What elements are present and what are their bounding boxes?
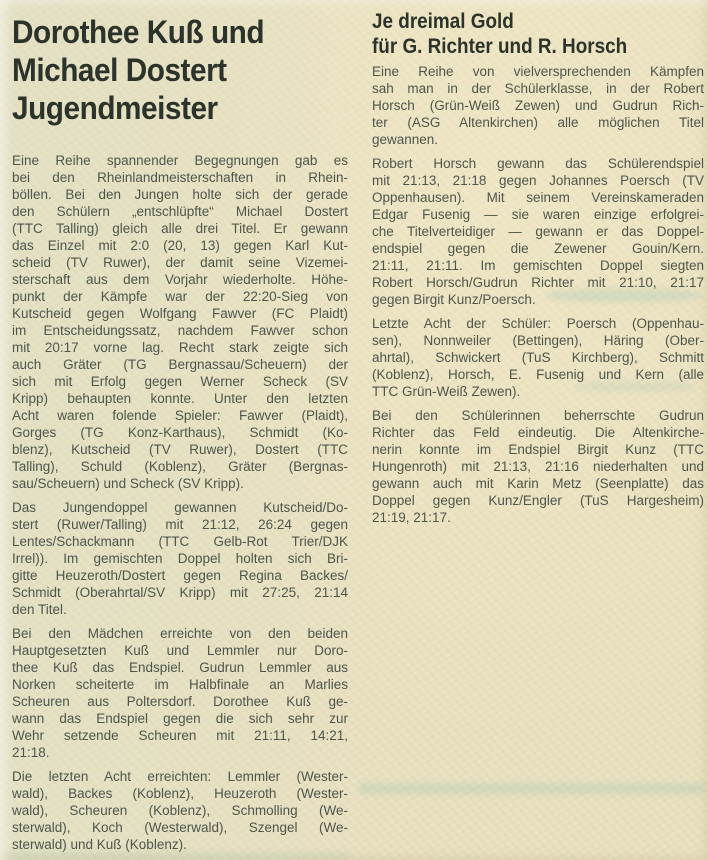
text-line: Scheuren aus Poltersdorf. Dorothee Kuß ge- (12, 694, 348, 709)
paragraph (12, 152, 348, 492)
text-line: che Titelverteidiger — gewann er das Doppel- (372, 224, 704, 239)
text-line: punkt der Kämpfe war der 22:20-Sieg von (12, 289, 348, 304)
text-line: sau/Scheuern) und Scheck (SV Kripp). (12, 476, 244, 491)
headline-line: Jugendmeister (12, 90, 218, 126)
text-line: Robert Horsch/Gudrun Richter mit 21:10, 21:17 (372, 275, 704, 290)
text-line: (Koblenz), Horsch, E. Fusenig und Kern (alle (372, 367, 704, 382)
text-line: Wehr setzende Scheuren mit 21:11, 14:21, (12, 728, 348, 743)
text-line: Bei den Mädchen erreichte von den beiden (12, 626, 348, 641)
text-line: 21:11, 21:11. Im gemischten Doppel siegten (372, 258, 704, 273)
text-line: das Einzel mit 2:0 (20, 13) gegen Karl Kut- (12, 238, 348, 253)
text-line: im Entscheidungssatz, nachdem Fawver schon (12, 323, 348, 338)
text-line: wann das Endspiel gegen die sich sehr zur (12, 711, 348, 726)
article-right-headline (372, 9, 627, 59)
text-line: böllen. Bei den Jungen holte sich der gerade (12, 187, 348, 202)
text-line: 21:18. (12, 745, 50, 760)
text-line: den Titel. (12, 602, 67, 617)
text-line: Horsch (Grün-Weiß Zewen) und Gudrun Rich- (372, 98, 704, 113)
text-line: Eine Reihe spannender Begegnungen gab es (12, 153, 348, 168)
headline-line: Dorothee Kuß und (12, 14, 265, 50)
text-line: mit 21:13, 21:18 gegen Johannes Poersch (TV (372, 173, 704, 188)
text-line: stert (Ruwer/Talling) mit 21:12, 26:24 gegen (12, 517, 348, 532)
text-line: bei den Rheinlandmeisterschaften in Rhein- (12, 170, 348, 185)
text-line: Kutscheid gegen Wolfgang Fawver (FC Plaidt) (12, 306, 348, 321)
text-line: Kripp) behaupten konnte. Unter den letzten (12, 391, 348, 406)
text-line: ter (ASG Altenkirchen) alle möglichen Titel (372, 115, 704, 130)
text-line: wald), Backes (Koblenz), Heuzeroth (Wester- (12, 786, 348, 801)
paper-ink-bleed-stain (6, 852, 350, 860)
text-line: Hauptgesetzten Kuß und Lemmler nur Doro- (12, 643, 348, 658)
paper-ink-bleed-stain (575, 381, 695, 392)
text-line: sterwald) und Kuß (Koblenz). (12, 837, 187, 852)
text-line: blenz), Kutscheid (TV Ruwer), Dostert (TTC (12, 442, 348, 457)
text-line: TTC Grün-Weiß Zewen). (372, 384, 521, 399)
paragraph (372, 407, 704, 526)
text-line: Norken scheiterte im Halbfinale an Marlies (12, 677, 348, 692)
paragraph (372, 155, 704, 308)
text-line: Die letzten Acht erreichten: Lemmler (Wester- (12, 769, 348, 784)
text-line: Robert Horsch gewann das Schülerendspiel (372, 156, 704, 171)
text-line: scheid (TV Ruwer), der damit seine Vizemei- (12, 255, 348, 270)
headline-line: für G. Richter und R. Horsch (372, 35, 628, 58)
text-line: Eine Reihe von vielversprechenden Kämpfen (372, 64, 704, 79)
text-line: Letzte Acht der Schüler: Poersch (Oppenhau- (372, 316, 704, 331)
text-line: Bei den Schülerinnen beherrschte Gudrun (372, 408, 704, 423)
text-line: mit 20:17 vorne lag. Recht stark zeigte sich (12, 340, 348, 355)
text-line: gitte Heuzeroth/Dostert gegen Regina Backes/ (12, 568, 348, 583)
text-line: gewann auch mit Karin Metz (Seenplatte) das (372, 476, 704, 491)
headline-line: Je dreimal Gold (372, 10, 514, 33)
article-left-headline (12, 13, 264, 127)
text-line: nerin konnte im Endspiel Birgit Kunz (TTC (372, 442, 704, 457)
paragraph (12, 499, 348, 618)
text-line: Irrel)). Im gemischten Doppel holten sich Bri- (12, 551, 348, 566)
text-line: Talling), Schuld (Koblenz), Gräter (Bergnas- (12, 459, 348, 474)
text-line: Das Jungendoppel gewannen Kutscheid/Do- (12, 500, 348, 515)
text-line: Acht waren folende Spieler: Fawver (Plaidt), (12, 408, 348, 423)
text-line: Gorges (TG Konz-Karthaus), Schmidt (Ko- (12, 425, 348, 440)
text-line: Edgar Fusenig — sie waren einzige erfolgrei- (372, 207, 704, 222)
text-line: Doppel gegen Kunz/Engler (TuS Hargesheim) (372, 493, 704, 508)
article-left-body (12, 152, 348, 853)
paragraph (372, 63, 704, 148)
text-line: sterschaft aus dem Vorjahr wiederholte. Höhe- (12, 272, 348, 287)
headline-line: Michael Dostert (12, 52, 227, 88)
paragraph (12, 768, 348, 853)
text-line: endspiel gegen die Zewener Gouin/Kern. (372, 241, 704, 256)
text-line: gegen Birgit Kunz/Poersch. (372, 292, 536, 307)
text-line: thee Kuß das Endspiel. Gudrun Lemmler aus (12, 660, 348, 675)
text-line: sich mit Erfolg gegen Werner Scheck (SV (12, 374, 348, 389)
paper-ink-bleed-stain (358, 783, 706, 794)
text-line: Schmidt (Oberahrtal/SV Kripp) mit 27:25, 21:14 (12, 585, 348, 600)
text-line: Richter das Feld eindeutig. Die Altenkirche- (372, 425, 704, 440)
text-line: den Schülern „entschlüpfte“ Michael Dostert (12, 204, 348, 219)
text-line: Oppenhausen). Mit seinem Vereinskameraden (372, 190, 704, 205)
paper-ink-bleed-stain (548, 289, 700, 302)
text-line: wald), Scheuren (Koblenz), Schmolling (We- (12, 803, 348, 818)
text-line: ahrtal), Schwickert (TuS Kirchberg), Schmitt (372, 350, 704, 365)
text-line: sah man in der Schülerklasse, in der Robert (372, 81, 704, 96)
text-line: Lentes/Schackmann (TTC Gelb-Rot Trier/DJK (12, 534, 348, 549)
text-line: Hungenroth) mit 21:13, 21:16 niederhalten und (372, 459, 704, 474)
text-line: sen), Nonnweiler (Bettingen), Häring (Ober- (372, 333, 704, 348)
text-line: sterwald), Koch (Westerwald), Szengel (We- (12, 820, 348, 835)
text-line: gewannen. (372, 132, 439, 147)
text-line: auch Gräter (TG Bergnassau/Scheuern) der (12, 357, 348, 372)
text-line: (TTC Talling) gleich alle drei Titel. Er gewann (12, 221, 348, 236)
paragraph (12, 625, 348, 761)
text-line: 21:19, 21:17. (372, 510, 451, 525)
